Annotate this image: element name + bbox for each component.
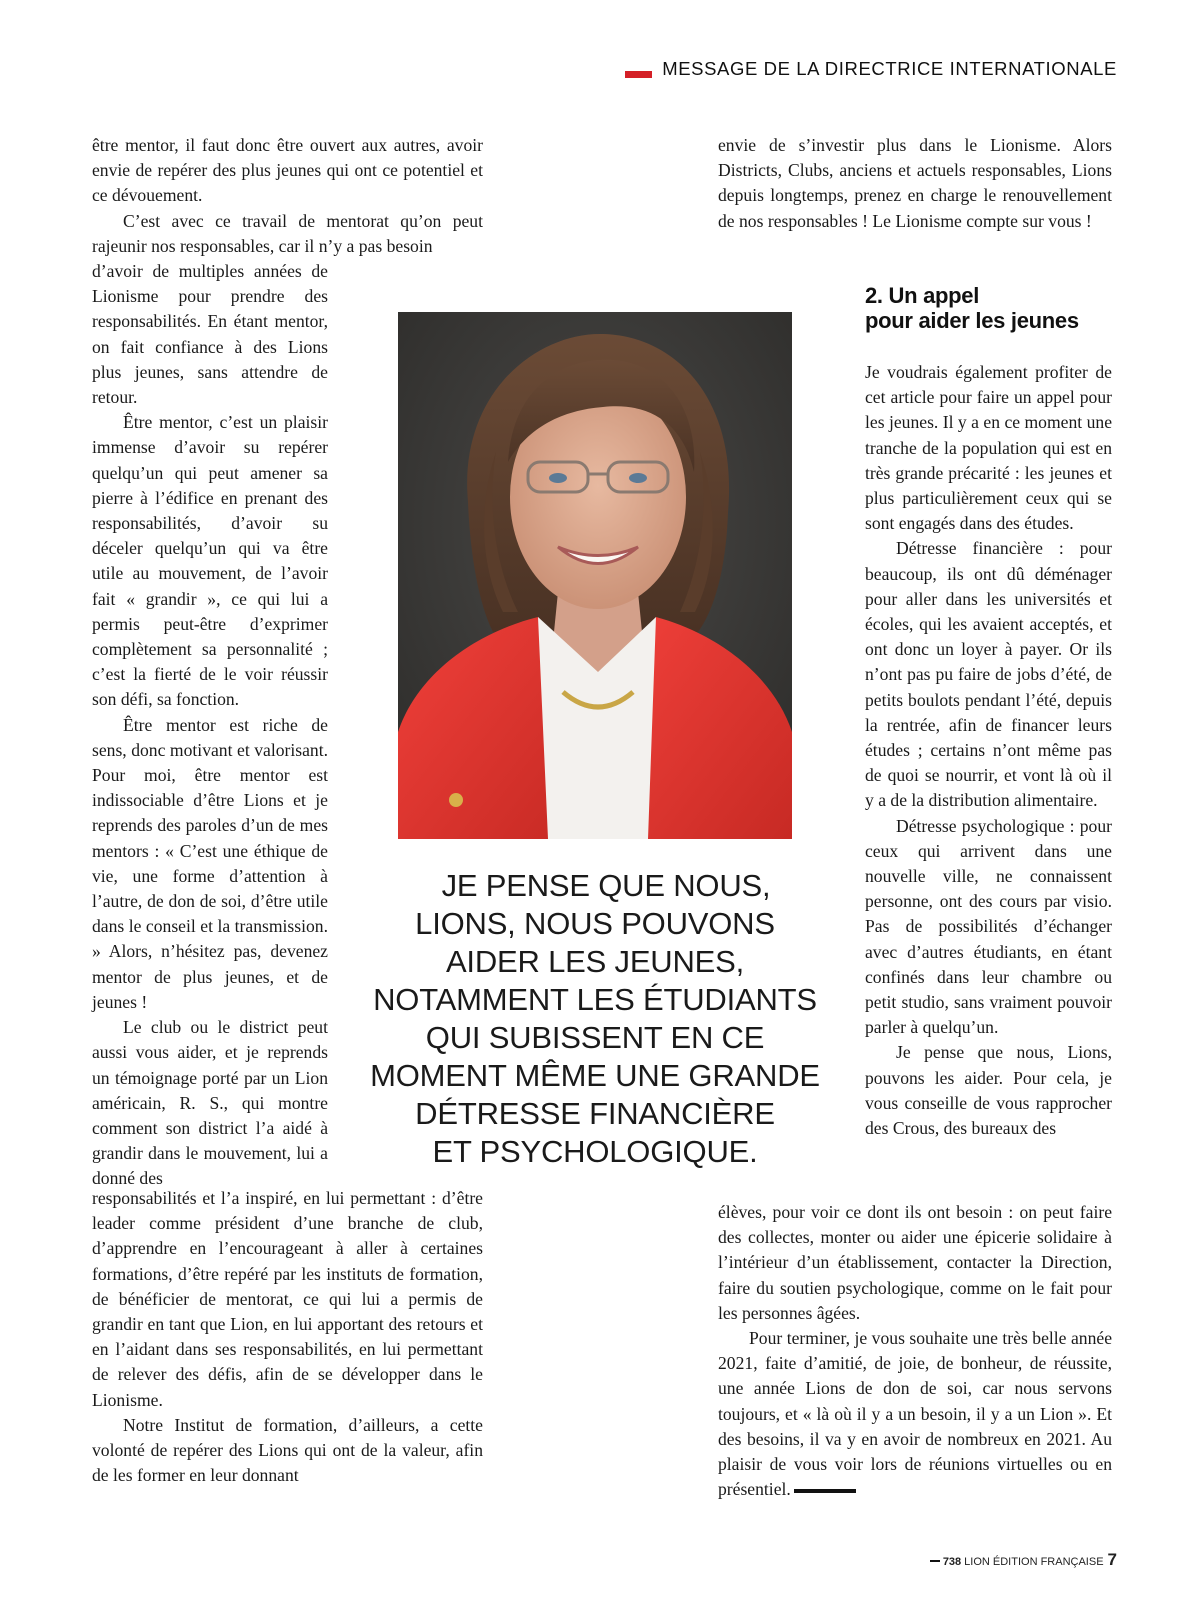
- left-column-bottom: [92, 1186, 483, 1488]
- paragraph: C’est avec ce travail de mentorat qu’on peut rajeunir nos responsables, car il n’y a pas besoin: [92, 210, 483, 256]
- paragraph: Je pense que nous, Lions, pouvons les aider. Pour cela, je vous conseille de vous rapprocher des Crous, des bureaux des: [865, 1042, 1112, 1139]
- paragraph: Je voudrais également profiter de cet article pour faire un appel pour les jeunes. Il y a en ce moment une tranche de la population qui est en très grande précarité : les jeunes et plus particulièrement ceux qui se sont engagés dans des études.: [865, 362, 1112, 534]
- subheading-line: 2. Un appel: [865, 283, 980, 308]
- paragraph: envie de s’investir plus dans le Lionisme. Alors Districts, Clubs, anciens et actuels responsables, Lions depuis longtemps, prenez en charge le renouvellement de nos responsables ! Le Lionisme compte sur vous !: [718, 135, 1112, 231]
- left-column-narrow: [92, 259, 328, 1192]
- right-column-narrow: [865, 360, 1112, 1141]
- paragraph: Détresse financière : pour beaucoup, ils ont dû déménager pour aller dans les universités et écoles, qui les avaient acceptés, et ont donc un loyer à payer. Or ils n’ont pas pu faire de jobs d’été, de petits boulots pendant l’été, depuis la rentrée, afin de financer leurs études ; certains n’ont même pas de quoi se nourrir, et vont là où il y a de la distribution alimentaire.: [865, 538, 1112, 811]
- pull-quote: [370, 867, 820, 1171]
- paragraph: [718, 1326, 1112, 1502]
- paragraph: être mentor, il faut donc être ouvert aux autres, avoir envie de repérer des plus jeunes qui ont ce potentiel et ce dévouement.: [92, 135, 483, 206]
- subheading-line: pour aider les jeunes: [865, 308, 1079, 333]
- paragraph: d’avoir de multiples années de Lionisme pour prendre des responsabilités. En étant mentor, on fait confiance à des Lions plus jeunes, sans attendre de retour.: [92, 261, 328, 408]
- section-header: [625, 58, 1117, 80]
- left-column-top: [92, 133, 483, 259]
- paragraph: responsabilités et l’a inspiré, en lui permettant : d’être leader comme président d’une branche de club, d’apprendre en l’encourageant à aller à certaines formations, d’être repéré par les instituts de formation, de bénéficier de mentorat, ce qui lui a permis de grandir en tant que Lion, en lui apportant des retours et en l’aidant dans ses responsabilités, en lui permettant de relever des défis, afin de se développer dans le Lionisme.: [92, 1188, 483, 1410]
- right-column-bottom: [718, 1200, 1112, 1502]
- paragraph: élèves, pour voir ce dont ils ont besoin : on peut faire des collectes, monter ou aider une épicerie solidaire à l’intérieur d’un établissement, contacter la Direction, faire du soutien psychologique, comme on le fait pour les personnes âgées.: [718, 1202, 1112, 1323]
- pull-quote-line: NOTAMMENT LES ÉTUDIANTS: [373, 982, 817, 1017]
- page-number: 7: [1107, 1550, 1117, 1569]
- pull-quote-line: LIONS, NOUS POUVONS: [415, 906, 775, 941]
- paragraph: Notre Institut de formation, d’ailleurs, a cette volonté de repérer des Lions qui ont de la valeur, afin de les former en leur donnant: [92, 1414, 483, 1486]
- pull-quote-line: QUI SUBISSENT EN CE: [425, 1020, 765, 1055]
- footer-dash: [930, 1560, 940, 1562]
- page-footer: [930, 1550, 1117, 1570]
- pull-quote-line: MOMENT MÊME UNE GRANDE: [370, 1058, 820, 1093]
- paragraph: Détresse psychologique : pour ceux qui arrivent dans une nouvelle ville, ne connaissent personne, ont des cours par visio. Pas de possibilités d’échanger avec d’autres étudiants, en étant confinés dans leur chambre ou petit studio, sans vraiment pouvoir parler à quelqu’un.: [865, 815, 1112, 1038]
- pull-quote-line: AIDER LES JEUNES,: [445, 944, 745, 979]
- paragraph: Le club ou le district peut aussi vous aider, et je reprends un témoignage porté par un Lion américain, R. S., qui montre comment son district l’a aidé à grandir dans le mouvement, lui a donné des: [92, 1017, 328, 1189]
- portrait-photo: [398, 312, 792, 839]
- end-mark: [794, 1489, 856, 1493]
- publication-name: LION ÉDITION FRANÇAISE: [964, 1556, 1104, 1568]
- pull-quote-line: ET PSYCHOLOGIQUE.: [432, 1134, 758, 1169]
- section-title: MESSAGE DE LA DIRECTRICE INTERNATIONALE: [662, 58, 1117, 79]
- subheading: [865, 283, 1125, 333]
- issue-number: 738: [942, 1556, 962, 1568]
- right-column-top: [718, 133, 1112, 234]
- pull-quote-line: DÉTRESSE FINANCIÈRE: [415, 1096, 775, 1131]
- pull-quote-line: JE PENSE QUE NOUS,: [441, 868, 771, 903]
- accent-bar: [625, 71, 652, 78]
- paragraph: Être mentor, c’est un plaisir immense d’avoir su repérer quelqu’un qui peut amener sa pierre à l’édifice en prenant des responsabilités, d’avoir su déceler quelqu’un qui va être utile au mouvement, de l’avoir fait « grandir », ce qui lui a permis peut-être d’exprimer complètement sa personnalité ; c’est la fierté de le voir réussir son défi, sa fonction.: [92, 412, 328, 710]
- paragraph: Être mentor est riche de sens, donc motivant et valorisant. Pour moi, être mentor est indissociable d’être Lions et je reprends des paroles d’un de mes mentors : « C’est une éthique de vie, une forme d’attention à l’autre, de don de soi, d’être utile dans le conseil et la transmission. » Alors, n’hésitez pas, devenez mentor de plus jeunes, et de jeunes !: [92, 714, 328, 1012]
- closing-text: Pour terminer, je vous souhaite une très belle année 2021, faite d’amitié, de joie, de bonheur, de réussite, une année Lions de don de soi, car nous servons toujours, et « là où il y a un besoin, il y a un Lion ». Et des besoins, il va y en avoir de nombreux en 2021. Au plaisir de vous voir lors de réunions virtuelles ou en présentiel.: [718, 1328, 1112, 1500]
